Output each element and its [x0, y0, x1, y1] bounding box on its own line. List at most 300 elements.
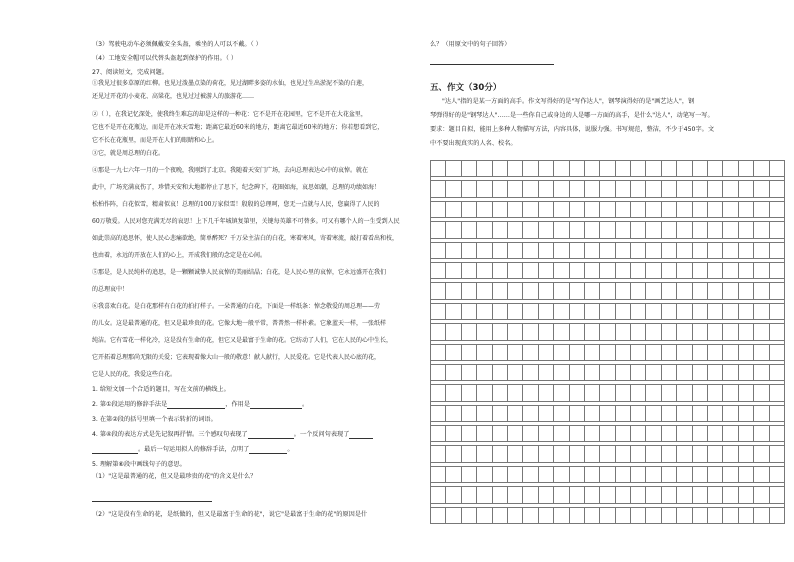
grid-cell[interactable]: [769, 262, 784, 278]
grid-cell[interactable]: [708, 324, 723, 340]
grid-cell[interactable]: [738, 181, 753, 197]
grid-cell[interactable]: [738, 364, 753, 380]
grid-cell[interactable]: [723, 262, 738, 278]
grid-cell[interactable]: [431, 385, 446, 401]
grid-cell[interactable]: [677, 487, 692, 503]
grid-cell[interactable]: [584, 303, 599, 319]
grid-cell[interactable]: [600, 426, 615, 442]
grid-cell[interactable]: [661, 405, 676, 421]
grid-cell[interactable]: [477, 364, 492, 380]
answer-blank[interactable]: [250, 401, 302, 409]
grid-cell[interactable]: [661, 181, 676, 197]
grid-cell[interactable]: [554, 262, 569, 278]
grid-cell[interactable]: [631, 324, 646, 340]
grid-cell[interactable]: [769, 344, 784, 360]
grid-cell[interactable]: [738, 487, 753, 503]
grid-cell[interactable]: [754, 201, 769, 217]
grid-cell[interactable]: [523, 303, 538, 319]
grid-cell[interactable]: [477, 324, 492, 340]
grid-cell[interactable]: [523, 446, 538, 462]
grid-cell[interactable]: [584, 181, 599, 197]
grid-cell[interactable]: [600, 262, 615, 278]
grid-cell[interactable]: [584, 446, 599, 462]
grid-cell[interactable]: [538, 161, 553, 177]
grid-cell[interactable]: [723, 303, 738, 319]
grid-cell[interactable]: [738, 385, 753, 401]
grid-cell[interactable]: [461, 385, 476, 401]
grid-cell[interactable]: [677, 222, 692, 238]
grid-cell[interactable]: [692, 283, 707, 299]
grid-cell[interactable]: [538, 181, 553, 197]
answer-line[interactable]: [92, 488, 212, 502]
grid-cell[interactable]: [754, 161, 769, 177]
grid-cell[interactable]: [646, 324, 661, 340]
grid-cell[interactable]: [646, 466, 661, 482]
grid-cell[interactable]: [708, 201, 723, 217]
grid-cell[interactable]: [461, 405, 476, 421]
grid-cell[interactable]: [538, 242, 553, 258]
grid-cell[interactable]: [584, 161, 599, 177]
grid-cell[interactable]: [446, 283, 461, 299]
grid-cell[interactable]: [492, 262, 507, 278]
grid-cell[interactable]: [723, 405, 738, 421]
grid-cell[interactable]: [492, 466, 507, 482]
grid-cell[interactable]: [523, 466, 538, 482]
grid-cell[interactable]: [723, 283, 738, 299]
grid-cell[interactable]: [584, 222, 599, 238]
grid-cell[interactable]: [738, 344, 753, 360]
grid-cell[interactable]: [646, 487, 661, 503]
grid-cell[interactable]: [661, 303, 676, 319]
grid-cell[interactable]: [615, 426, 630, 442]
grid-cell[interactable]: [646, 426, 661, 442]
grid-cell[interactable]: [723, 426, 738, 442]
grid-cell[interactable]: [646, 283, 661, 299]
grid-cell[interactable]: [769, 283, 784, 299]
grid-cell[interactable]: [461, 487, 476, 503]
grid-cell[interactable]: [446, 466, 461, 482]
grid-cell[interactable]: [523, 426, 538, 442]
writing-grid-table[interactable]: [430, 160, 785, 524]
grid-cell[interactable]: [492, 385, 507, 401]
grid-cell[interactable]: [554, 385, 569, 401]
grid-cell[interactable]: [431, 507, 446, 523]
grid-cell[interactable]: [661, 385, 676, 401]
grid-cell[interactable]: [661, 283, 676, 299]
grid-cell[interactable]: [523, 201, 538, 217]
grid-cell[interactable]: [677, 344, 692, 360]
grid-cell[interactable]: [723, 364, 738, 380]
grid-cell[interactable]: [692, 201, 707, 217]
grid-cell[interactable]: [754, 303, 769, 319]
grid-cell[interactable]: [754, 385, 769, 401]
answer-line[interactable]: [430, 54, 554, 65]
grid-cell[interactable]: [692, 385, 707, 401]
grid-cell[interactable]: [507, 161, 522, 177]
grid-cell[interactable]: [461, 222, 476, 238]
grid-cell[interactable]: [677, 161, 692, 177]
grid-cell[interactable]: [646, 303, 661, 319]
grid-cell[interactable]: [507, 385, 522, 401]
grid-cell[interactable]: [431, 405, 446, 421]
grid-cell[interactable]: [769, 507, 784, 523]
grid-cell[interactable]: [538, 487, 553, 503]
grid-cell[interactable]: [754, 405, 769, 421]
grid-cell[interactable]: [677, 364, 692, 380]
grid-cell[interactable]: [554, 303, 569, 319]
grid-cell[interactable]: [723, 201, 738, 217]
grid-cell[interactable]: [692, 161, 707, 177]
grid-cell[interactable]: [646, 344, 661, 360]
grid-cell[interactable]: [600, 364, 615, 380]
grid-cell[interactable]: [769, 487, 784, 503]
grid-cell[interactable]: [507, 283, 522, 299]
grid-cell[interactable]: [708, 466, 723, 482]
grid-cell[interactable]: [492, 344, 507, 360]
grid-cell[interactable]: [615, 405, 630, 421]
grid-cell[interactable]: [477, 201, 492, 217]
grid-cell[interactable]: [754, 466, 769, 482]
grid-cell[interactable]: [631, 262, 646, 278]
grid-cell[interactable]: [615, 222, 630, 238]
grid-cell[interactable]: [554, 507, 569, 523]
grid-cell[interactable]: [523, 364, 538, 380]
grid-cell[interactable]: [446, 181, 461, 197]
grid-cell[interactable]: [661, 446, 676, 462]
grid-cell[interactable]: [692, 303, 707, 319]
grid-cell[interactable]: [523, 507, 538, 523]
grid-cell[interactable]: [492, 283, 507, 299]
grid-cell[interactable]: [584, 364, 599, 380]
grid-cell[interactable]: [477, 344, 492, 360]
grid-cell[interactable]: [431, 242, 446, 258]
grid-cell[interactable]: [523, 324, 538, 340]
grid-cell[interactable]: [431, 262, 446, 278]
grid-cell[interactable]: [477, 181, 492, 197]
grid-cell[interactable]: [769, 161, 784, 177]
grid-cell[interactable]: [584, 344, 599, 360]
grid-cell[interactable]: [538, 262, 553, 278]
grid-cell[interactable]: [461, 303, 476, 319]
grid-cell[interactable]: [646, 405, 661, 421]
grid-cell[interactable]: [692, 507, 707, 523]
grid-cell[interactable]: [769, 446, 784, 462]
grid-cell[interactable]: [554, 364, 569, 380]
grid-cell[interactable]: [431, 487, 446, 503]
grid-cell[interactable]: [661, 364, 676, 380]
grid-cell[interactable]: [708, 222, 723, 238]
grid-cell[interactable]: [677, 303, 692, 319]
grid-cell[interactable]: [523, 385, 538, 401]
grid-cell[interactable]: [708, 181, 723, 197]
grid-cell[interactable]: [477, 405, 492, 421]
grid-cell[interactable]: [754, 364, 769, 380]
grid-cell[interactable]: [431, 324, 446, 340]
grid-cell[interactable]: [492, 446, 507, 462]
grid-cell[interactable]: [661, 262, 676, 278]
grid-cell[interactable]: [646, 262, 661, 278]
grid-cell[interactable]: [769, 426, 784, 442]
grid-cell[interactable]: [661, 161, 676, 177]
grid-cell[interactable]: [600, 487, 615, 503]
grid-cell[interactable]: [584, 507, 599, 523]
grid-cell[interactable]: [477, 262, 492, 278]
grid-cell[interactable]: [692, 324, 707, 340]
grid-cell[interactable]: [677, 385, 692, 401]
grid-cell[interactable]: [692, 242, 707, 258]
grid-cell[interactable]: [708, 385, 723, 401]
grid-cell[interactable]: [507, 201, 522, 217]
grid-cell[interactable]: [600, 466, 615, 482]
grid-cell[interactable]: [507, 426, 522, 442]
grid-cell[interactable]: [523, 283, 538, 299]
grid-cell[interactable]: [661, 466, 676, 482]
grid-cell[interactable]: [738, 303, 753, 319]
grid-cell[interactable]: [646, 161, 661, 177]
grid-cell[interactable]: [554, 324, 569, 340]
composition-writing-grid[interactable]: [430, 160, 785, 514]
grid-cell[interactable]: [615, 446, 630, 462]
grid-cell[interactable]: [507, 507, 522, 523]
grid-cell[interactable]: [538, 201, 553, 217]
grid-cell[interactable]: [646, 507, 661, 523]
grid-cell[interactable]: [538, 364, 553, 380]
grid-cell[interactable]: [523, 242, 538, 258]
grid-cell[interactable]: [584, 426, 599, 442]
grid-cell[interactable]: [769, 303, 784, 319]
grid-cell[interactable]: [677, 181, 692, 197]
grid-cell[interactable]: [584, 487, 599, 503]
grid-cell[interactable]: [677, 262, 692, 278]
grid-cell[interactable]: [631, 344, 646, 360]
grid-cell[interactable]: [769, 181, 784, 197]
grid-cell[interactable]: [507, 324, 522, 340]
grid-cell[interactable]: [569, 242, 584, 258]
grid-cell[interactable]: [431, 426, 446, 442]
grid-cell[interactable]: [708, 344, 723, 360]
grid-cell[interactable]: [754, 507, 769, 523]
grid-cell[interactable]: [600, 446, 615, 462]
answer-blank[interactable]: [249, 446, 287, 454]
grid-cell[interactable]: [584, 201, 599, 217]
grid-cell[interactable]: [692, 466, 707, 482]
grid-cell[interactable]: [708, 446, 723, 462]
grid-cell[interactable]: [723, 466, 738, 482]
grid-cell[interactable]: [631, 446, 646, 462]
grid-cell[interactable]: [692, 487, 707, 503]
grid-cell[interactable]: [569, 222, 584, 238]
grid-cell[interactable]: [554, 201, 569, 217]
grid-cell[interactable]: [723, 242, 738, 258]
grid-cell[interactable]: [554, 161, 569, 177]
answer-blank[interactable]: [92, 446, 138, 454]
grid-cell[interactable]: [461, 262, 476, 278]
grid-cell[interactable]: [631, 222, 646, 238]
grid-cell[interactable]: [492, 161, 507, 177]
grid-cell[interactable]: [661, 242, 676, 258]
grid-cell[interactable]: [615, 181, 630, 197]
grid-cell[interactable]: [692, 262, 707, 278]
grid-cell[interactable]: [754, 262, 769, 278]
grid-cell[interactable]: [631, 283, 646, 299]
grid-cell[interactable]: [738, 426, 753, 442]
grid-cell[interactable]: [754, 222, 769, 238]
grid-cell[interactable]: [477, 303, 492, 319]
grid-cell[interactable]: [538, 385, 553, 401]
grid-cell[interactable]: [738, 262, 753, 278]
grid-cell[interactable]: [631, 181, 646, 197]
grid-cell[interactable]: [769, 385, 784, 401]
answer-blank[interactable]: [248, 431, 294, 439]
grid-cell[interactable]: [708, 283, 723, 299]
grid-cell[interactable]: [507, 262, 522, 278]
grid-cell[interactable]: [477, 283, 492, 299]
grid-cell[interactable]: [507, 446, 522, 462]
grid-cell[interactable]: [646, 385, 661, 401]
grid-cell[interactable]: [446, 405, 461, 421]
grid-cell[interactable]: [446, 364, 461, 380]
grid-cell[interactable]: [431, 344, 446, 360]
grid-cell[interactable]: [754, 487, 769, 503]
grid-cell[interactable]: [708, 364, 723, 380]
grid-cell[interactable]: [507, 242, 522, 258]
grid-cell[interactable]: [461, 161, 476, 177]
grid-cell[interactable]: [569, 324, 584, 340]
grid-cell[interactable]: [631, 466, 646, 482]
grid-cell[interactable]: [692, 405, 707, 421]
grid-cell[interactable]: [569, 487, 584, 503]
grid-cell[interactable]: [492, 364, 507, 380]
grid-cell[interactable]: [477, 487, 492, 503]
grid-cell[interactable]: [677, 446, 692, 462]
grid-cell[interactable]: [738, 283, 753, 299]
grid-cell[interactable]: [477, 446, 492, 462]
grid-cell[interactable]: [631, 364, 646, 380]
grid-cell[interactable]: [692, 344, 707, 360]
grid-cell[interactable]: [538, 466, 553, 482]
grid-cell[interactable]: [584, 324, 599, 340]
grid-cell[interactable]: [631, 303, 646, 319]
grid-cell[interactable]: [769, 405, 784, 421]
grid-cell[interactable]: [677, 283, 692, 299]
grid-cell[interactable]: [538, 283, 553, 299]
grid-cell[interactable]: [446, 324, 461, 340]
grid-cell[interactable]: [492, 181, 507, 197]
grid-cell[interactable]: [677, 507, 692, 523]
grid-cell[interactable]: [615, 161, 630, 177]
grid-cell[interactable]: [569, 283, 584, 299]
grid-cell[interactable]: [692, 446, 707, 462]
grid-cell[interactable]: [507, 466, 522, 482]
grid-cell[interactable]: [600, 181, 615, 197]
grid-cell[interactable]: [492, 201, 507, 217]
grid-cell[interactable]: [661, 487, 676, 503]
grid-cell[interactable]: [523, 222, 538, 238]
grid-cell[interactable]: [523, 405, 538, 421]
grid-cell[interactable]: [615, 344, 630, 360]
grid-cell[interactable]: [754, 426, 769, 442]
grid-cell[interactable]: [677, 466, 692, 482]
grid-cell[interactable]: [631, 507, 646, 523]
grid-cell[interactable]: [569, 303, 584, 319]
grid-cell[interactable]: [677, 242, 692, 258]
grid-cell[interactable]: [631, 487, 646, 503]
grid-cell[interactable]: [461, 283, 476, 299]
grid-cell[interactable]: [431, 303, 446, 319]
grid-cell[interactable]: [661, 324, 676, 340]
grid-cell[interactable]: [507, 344, 522, 360]
grid-cell[interactable]: [708, 262, 723, 278]
grid-cell[interactable]: [446, 507, 461, 523]
grid-cell[interactable]: [523, 262, 538, 278]
grid-cell[interactable]: [708, 487, 723, 503]
grid-cell[interactable]: [523, 344, 538, 360]
grid-cell[interactable]: [569, 364, 584, 380]
grid-cell[interactable]: [646, 222, 661, 238]
grid-cell[interactable]: [615, 283, 630, 299]
grid-cell[interactable]: [507, 405, 522, 421]
grid-cell[interactable]: [600, 201, 615, 217]
grid-cell[interactable]: [708, 507, 723, 523]
grid-cell[interactable]: [692, 222, 707, 238]
grid-cell[interactable]: [738, 507, 753, 523]
grid-cell[interactable]: [569, 385, 584, 401]
grid-cell[interactable]: [677, 426, 692, 442]
grid-cell[interactable]: [677, 201, 692, 217]
grid-cell[interactable]: [461, 507, 476, 523]
grid-cell[interactable]: [661, 507, 676, 523]
grid-cell[interactable]: [723, 181, 738, 197]
grid-cell[interactable]: [569, 507, 584, 523]
grid-cell[interactable]: [584, 262, 599, 278]
grid-cell[interactable]: [615, 242, 630, 258]
grid-cell[interactable]: [477, 222, 492, 238]
grid-cell[interactable]: [492, 405, 507, 421]
grid-cell[interactable]: [492, 487, 507, 503]
answer-blank[interactable]: [349, 431, 373, 439]
grid-cell[interactable]: [584, 283, 599, 299]
grid-cell[interactable]: [661, 222, 676, 238]
grid-cell[interactable]: [631, 161, 646, 177]
grid-cell[interactable]: [446, 262, 461, 278]
grid-cell[interactable]: [769, 324, 784, 340]
grid-cell[interactable]: [569, 405, 584, 421]
grid-cell[interactable]: [507, 303, 522, 319]
grid-cell[interactable]: [507, 364, 522, 380]
grid-cell[interactable]: [461, 446, 476, 462]
grid-cell[interactable]: [584, 405, 599, 421]
grid-cell[interactable]: [477, 161, 492, 177]
grid-cell[interactable]: [492, 242, 507, 258]
grid-cell[interactable]: [538, 507, 553, 523]
grid-cell[interactable]: [446, 242, 461, 258]
grid-cell[interactable]: [446, 201, 461, 217]
grid-cell[interactable]: [554, 283, 569, 299]
grid-cell[interactable]: [431, 283, 446, 299]
grid-cell[interactable]: [631, 385, 646, 401]
grid-cell[interactable]: [723, 344, 738, 360]
grid-cell[interactable]: [615, 385, 630, 401]
grid-cell[interactable]: [554, 487, 569, 503]
grid-cell[interactable]: [446, 222, 461, 238]
grid-cell[interactable]: [708, 242, 723, 258]
grid-cell[interactable]: [600, 507, 615, 523]
grid-cell[interactable]: [554, 344, 569, 360]
grid-cell[interactable]: [738, 446, 753, 462]
grid-cell[interactable]: [431, 161, 446, 177]
grid-cell[interactable]: [723, 161, 738, 177]
answer-blank[interactable]: [167, 401, 225, 409]
